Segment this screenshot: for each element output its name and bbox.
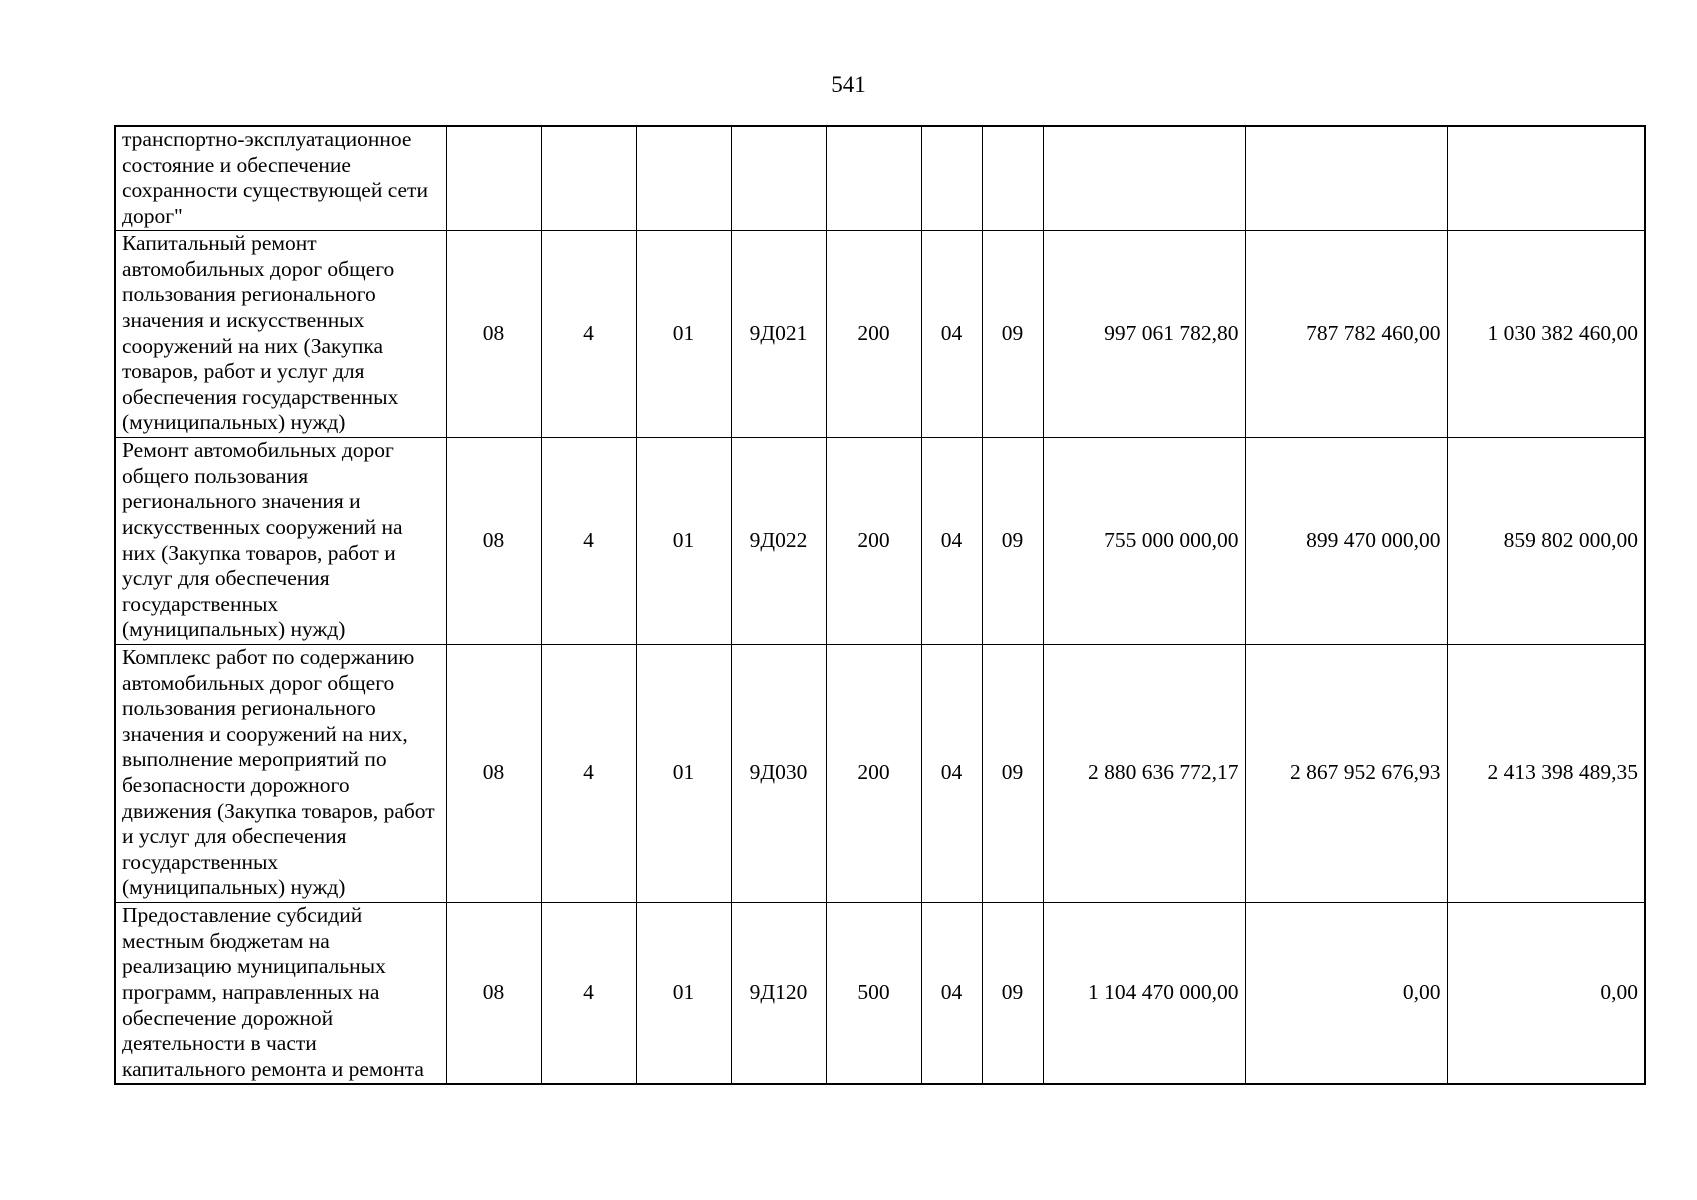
- code-expense-type: 500: [826, 902, 921, 1084]
- code-program: [446, 126, 541, 230]
- amount-year-3: 859 802 000,00: [1447, 437, 1645, 644]
- amount-year-2: 0,00: [1245, 902, 1447, 1084]
- row-description: транспортно-эксплуатационное состояние и обеспечение сохранности существующей сети дорог": [115, 126, 446, 230]
- amount-year-1: 2 880 636 772,17: [1043, 644, 1245, 902]
- code-program: 08: [446, 437, 541, 644]
- code-main-event: 01: [636, 437, 731, 644]
- code-expense-type: [826, 126, 921, 230]
- code-direction: 9Д022: [731, 437, 826, 644]
- code-section: 04: [921, 437, 982, 644]
- code-subsection: 09: [982, 644, 1043, 902]
- table-row: [115, 902, 1645, 1084]
- code-subsection: 09: [982, 230, 1043, 437]
- code-direction: 9Д120: [731, 902, 826, 1084]
- amount-year-1: [1043, 126, 1245, 230]
- code-subprogram: 4: [541, 644, 636, 902]
- code-subprogram: 4: [541, 902, 636, 1084]
- row-description: Комплекс работ по содержанию автомобильных дорог общего пользования регионального значения и сооружений на них, выполнение мероприятий по безопасности дорожного движения (Закупка товаров, работ и услуг для обеспечения государственных (муниципальных) нужд): [115, 644, 446, 902]
- code-program: 08: [446, 902, 541, 1084]
- code-direction: 9Д021: [731, 230, 826, 437]
- code-subsection: [982, 126, 1043, 230]
- amount-year-1: 755 000 000,00: [1043, 437, 1245, 644]
- table-row: [115, 644, 1645, 902]
- code-main-event: 01: [636, 230, 731, 437]
- table-row: [115, 230, 1645, 437]
- code-main-event: [636, 126, 731, 230]
- row-description: Предоставление субсидий местным бюджетам на реализацию муниципальных программ, направленных на обеспечение дорожной деятельности в части капитального ремонта и ремонта: [115, 902, 446, 1084]
- code-program: 08: [446, 230, 541, 437]
- code-subsection: 09: [982, 437, 1043, 644]
- amount-year-3: 2 413 398 489,35: [1447, 644, 1645, 902]
- code-main-event: 01: [636, 644, 731, 902]
- table-row: [115, 437, 1645, 644]
- amount-year-3: [1447, 126, 1645, 230]
- code-section: 04: [921, 902, 982, 1084]
- amount-year-2: 2 867 952 676,93: [1245, 644, 1447, 902]
- page-number: 541: [831, 72, 866, 97]
- code-subprogram: [541, 126, 636, 230]
- code-section: [921, 126, 982, 230]
- code-program: 08: [446, 644, 541, 902]
- amount-year-1: 1 104 470 000,00: [1043, 902, 1245, 1084]
- code-expense-type: 200: [826, 437, 921, 644]
- row-description: Ремонт автомобильных дорог общего пользования регионального значения и искусственных сооружений на них (Закупка товаров, работ и услуг для обеспечения государственных (муниципальных) нужд): [115, 437, 446, 644]
- code-subprogram: 4: [541, 230, 636, 437]
- code-subprogram: 4: [541, 437, 636, 644]
- code-expense-type: 200: [826, 644, 921, 902]
- amount-year-3: 1 030 382 460,00: [1447, 230, 1645, 437]
- amount-year-1: 997 061 782,80: [1043, 230, 1245, 437]
- code-subsection: 09: [982, 902, 1043, 1084]
- code-direction: 9Д030: [731, 644, 826, 902]
- table-row: [115, 126, 1645, 230]
- amount-year-2: 899 470 000,00: [1245, 437, 1447, 644]
- budget-table: [114, 125, 1646, 1085]
- amount-year-3: 0,00: [1447, 902, 1645, 1084]
- code-expense-type: 200: [826, 230, 921, 437]
- code-direction: [731, 126, 826, 230]
- amount-year-2: [1245, 126, 1447, 230]
- amount-year-2: 787 782 460,00: [1245, 230, 1447, 437]
- row-description: Капитальный ремонт автомобильных дорог общего пользования регионального значения и искусственных сооружений на них (Закупка товаров, работ и услуг для обеспечения государственных (муниципальных) нужд): [115, 230, 446, 437]
- code-section: 04: [921, 230, 982, 437]
- code-section: 04: [921, 644, 982, 902]
- code-main-event: 01: [636, 902, 731, 1084]
